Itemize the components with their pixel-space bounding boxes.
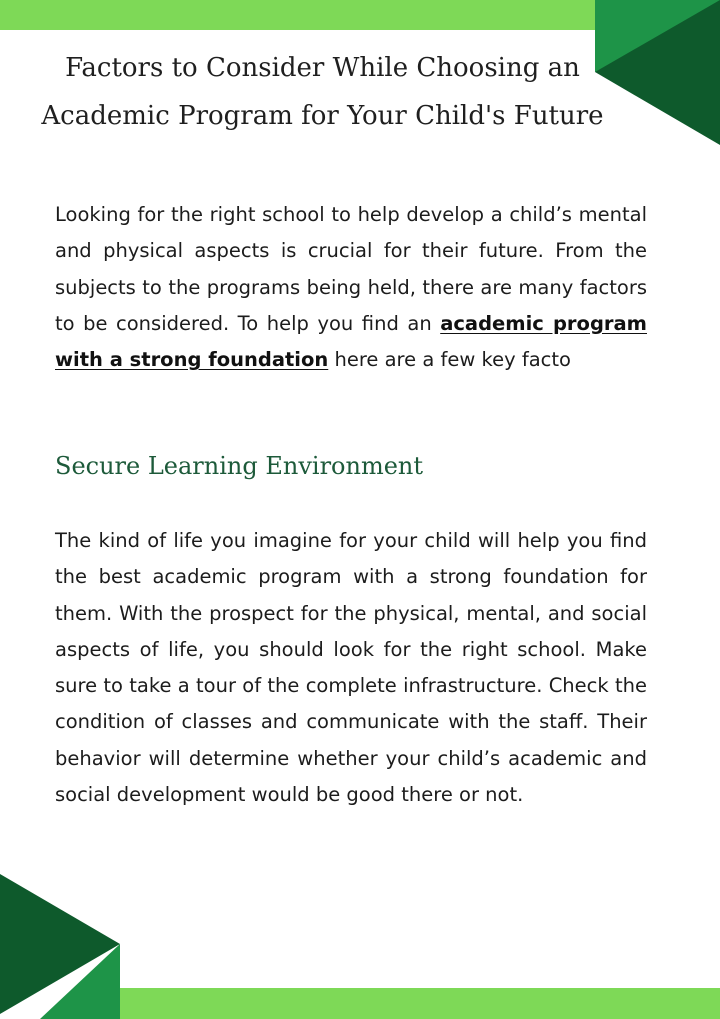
intro-text-before-link: Looking for the right school to help develop a child’s mental and physical aspects is crucial for their future. From the subjects to the programs being held, there are many factors to be considered. To help you find an [55, 203, 647, 335]
bottom-left-triangle-decoration [0, 874, 130, 1019]
intro-text-after-link: here are a few key facto [328, 348, 571, 372]
academic-program-link[interactable]: academic program with a strong foundation [55, 311, 647, 372]
bottom-green-bar [120, 988, 720, 1019]
page-title: Factors to Consider While Choosing an Academic Program for Your Child's Future [41, 53, 604, 131]
intro-paragraph [55, 197, 647, 378]
section-body-paragraph: The kind of life you imagine for your child will help you find the best academic program with a strong foundation for them. With the prospect for the physical, mental, and social aspects of life, you should look for the right school. Make sure to take a tour of the complete infrastructure. Check the condition of classes and communicate with the staff. Their behavior will determine whether your child’s academic and social development would be good there or not. [55, 529, 647, 807]
section-heading: Secure Learning Environment [55, 452, 424, 480]
top-right-triangle-decoration [595, 0, 720, 145]
